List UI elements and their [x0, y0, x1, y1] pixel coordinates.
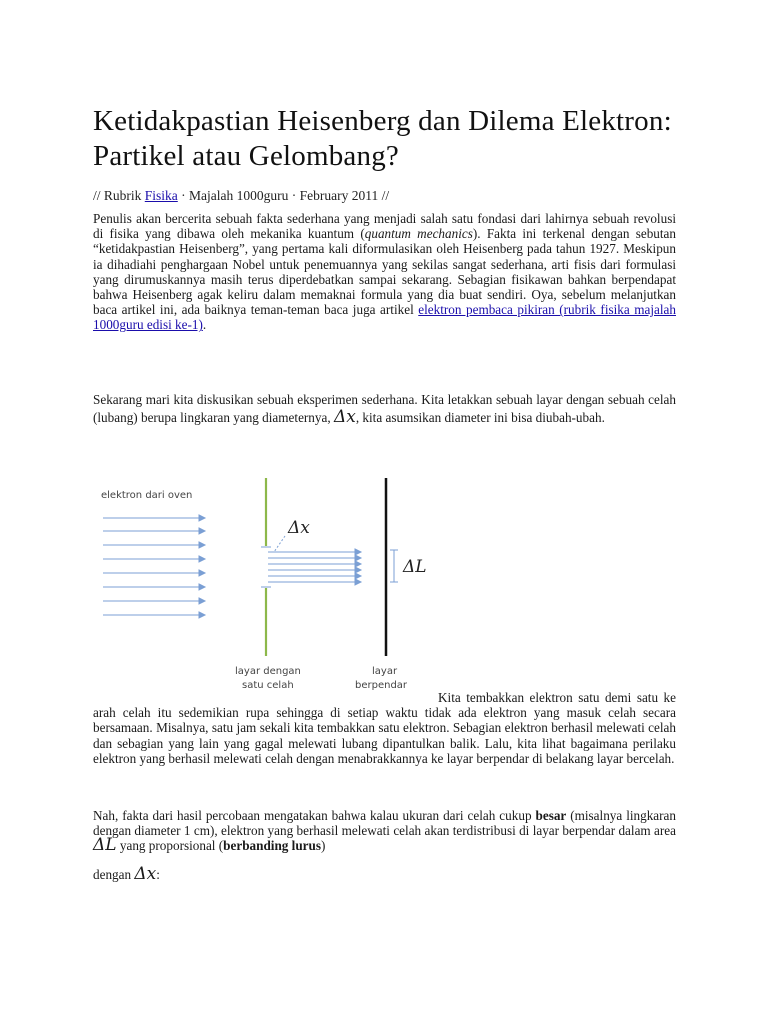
paragraph-intro — [93, 211, 676, 333]
arrow-head — [355, 579, 361, 585]
result-text-3: yang proporsional ( — [116, 838, 224, 854]
result-text-1: Nah, fakta dari hasil percobaan mengatakan bahwa kalau ukuran dari celah cukup — [93, 808, 536, 823]
experiment-text-2: , kita asumsikan diameter ini bisa diubah-ubah. — [355, 409, 605, 425]
arrow-head — [199, 584, 205, 590]
arrow-head — [355, 573, 361, 579]
result-bold-proportional: berbanding lurus — [223, 838, 322, 854]
delta-x-symbol-2: Δx — [134, 863, 157, 884]
category-link[interactable]: Fisika — [144, 188, 178, 203]
dx-pointer — [274, 536, 285, 552]
arrow-head — [199, 612, 205, 618]
arrow-head — [355, 567, 361, 573]
intro-italic: quantum mechanics — [364, 226, 473, 242]
related-article-link[interactable]: elektron pembaca pikiran (rubrik fisika majalah 1000guru edisi ke-1) — [93, 302, 676, 333]
arrow-head — [199, 598, 205, 604]
dl-label: ΔL — [403, 557, 427, 577]
paragraph-experiment — [93, 391, 676, 426]
intro-text-2: ). Fakta ini terkenal dengan sebutan “ketidakpastian Heisenberg”, yang pertama kali diformulasikan oleh Heisenberg pada tahun 1927. Meskipun ia dihadiahi penghargaan Nobel untuk penemuannya yang sekilas sangat sederhana, arti fisis dari formulasi yang dirumuskannya masih terus diperdebatkan sampai sekarang. Sebagian fisikawan bahkan berpendapat bahwa Heisenberg agak keliru dalam memaknai formula yang dia buat sendiri. Oya, sebelum melanjutkan baca artikel ini, ada baiknya teman-teman baca juga artikel — [93, 226, 676, 318]
screen1-label-line1: layar dengan — [235, 666, 301, 677]
article-meta — [93, 188, 389, 204]
screen2-label-line2: berpendar — [355, 680, 408, 691]
result-text-6: : — [156, 866, 160, 882]
article-title: Ketidakpastian Heisenberg dan Dilema Elektron: Partikel atau Gelombang? — [93, 105, 672, 172]
delta-l-symbol: ΔL — [93, 835, 117, 856]
result-text-2: (misalnya lingkaran dengan diameter 1 cm), elektron yang berhasil melewati celah akan terdistribusi di layar berpendar dalam area — [93, 808, 676, 839]
arrow-head — [199, 542, 205, 548]
screen2-label-line1: layar — [372, 666, 398, 677]
arrow-head — [355, 555, 361, 561]
arrow-head — [199, 528, 205, 534]
arrow-head — [199, 570, 205, 576]
arrow-head — [199, 556, 205, 562]
intro-text-1: Penulis akan bercerita sebuah fakta sederhana yang menjadi salah satu fondasi dari lahirnya sebuah revolusi di fisika yang dibawa oleh mekanika kuantum ( — [93, 211, 676, 242]
dx-label: Δx — [288, 518, 310, 538]
shooting-text: Kita tembakkan elektron satu demi satu ke arah celah itu sedemikian rupa sehingga di setiap waktu tidak ada elektron yang masuk celah secara bersamaan. Misalnya, satu jam sekali kita tembakkan satu elektron. Sebagian elektron berhasil melewati celah dan sebagian yang lain yang gagal melewati lubang dipantulkan balik. Lalu, kita lihat bagaimana perilaku elektron yang berhasil melewati celah dengan menabrakkannya ke layar berpendar di belakang layar bercelah. — [93, 690, 676, 766]
result-text-5: dengan — [93, 866, 135, 882]
meta-prefix: // Rubrik — [93, 188, 145, 203]
arrow-head — [199, 515, 205, 521]
experiment-text-1: Sekarang mari kita diskusikan sebuah eksperimen sederhana. Kita letakkan sebuah layar dengan sebuah celah (lubang) berupa lingkaran yang diameternya, — [93, 392, 676, 425]
meta-suffix: · Majalah 1000guru · February 2011 // — [177, 188, 390, 203]
arrow-head — [355, 549, 361, 555]
experiment-diagram — [93, 478, 438, 696]
delta-x-symbol: Δx — [333, 406, 356, 427]
electron-rays — [103, 515, 361, 618]
paragraph-result — [93, 808, 676, 885]
paragraph-shooting — [93, 690, 676, 766]
result-bold-besar: besar — [535, 808, 567, 823]
source-label: elektron dari oven — [101, 490, 193, 501]
intro-text-3: . — [202, 317, 207, 333]
screen1-label-line2: satu celah — [242, 680, 294, 691]
arrow-head — [355, 561, 361, 567]
result-text-4: ) — [321, 838, 326, 854]
